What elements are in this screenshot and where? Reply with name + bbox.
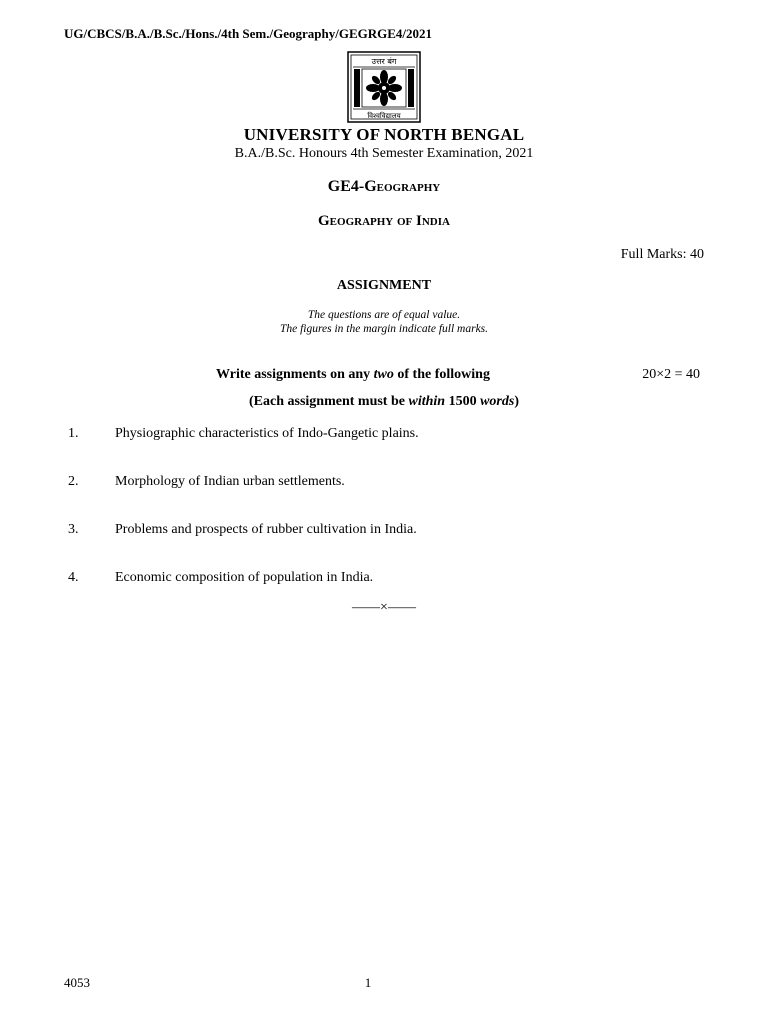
exam-title: B.A./B.Sc. Honours 4th Semester Examination, 2021 [234,146,534,161]
question-text: Physiographic characteristics of Indo-Gangetic plains. [115,426,419,441]
instruction-emphasis: two [373,367,394,382]
emblem-top-text: उत्तर बंग [371,57,397,66]
paper-title: Geography of India [318,213,450,229]
note-equal-value: The questions are of equal value. [307,309,461,321]
question-number: 4. [68,570,79,585]
university-name: UNIVERSITY OF NORTH BENGAL [243,125,525,144]
university-emblem-icon [347,51,421,123]
question-number: 2. [68,474,79,489]
word-limit-emphasis-1: within [408,394,446,409]
emblem-bottom-text: विश्वविद्यालय [367,112,401,120]
word-limit-text-c: ) [514,394,519,409]
instruction-marks: 20×2 = 40 [642,367,700,382]
word-limit-text-a: (Each assignment must be [249,394,409,409]
full-marks: Full Marks: 40 [620,247,704,262]
word-limit-emphasis-2: words [480,394,515,409]
course-title: GE4-Geography [327,178,441,195]
footer-code: 4053 [64,975,90,990]
question-text: Problems and prospects of rubber cultivation in India. [115,522,417,537]
instruction-line [216,367,490,383]
assignment-heading: ASSIGNMENT [336,278,432,293]
word-limit-instruction [0,394,768,410]
end-of-paper-mark: ——×—— [352,600,416,615]
page-number: 1 [364,975,372,990]
question-text: Economic composition of population in India. [115,570,374,585]
question-number: 3. [68,522,79,537]
question-text: Morphology of Indian urban settlements. [115,474,345,489]
word-limit-text-b: 1500 [445,394,481,409]
instruction-text-b: of the following [393,367,490,382]
instruction-text-a: Write assignments on any [216,367,374,382]
paper-code: UG/CBCS/B.A./B.Sc./Hons./4th Sem./Geography/GEGRGE4/2021 [64,26,433,41]
note-margin-marks: The figures in the margin indicate full marks. [279,323,489,335]
question-number: 1. [68,426,79,441]
